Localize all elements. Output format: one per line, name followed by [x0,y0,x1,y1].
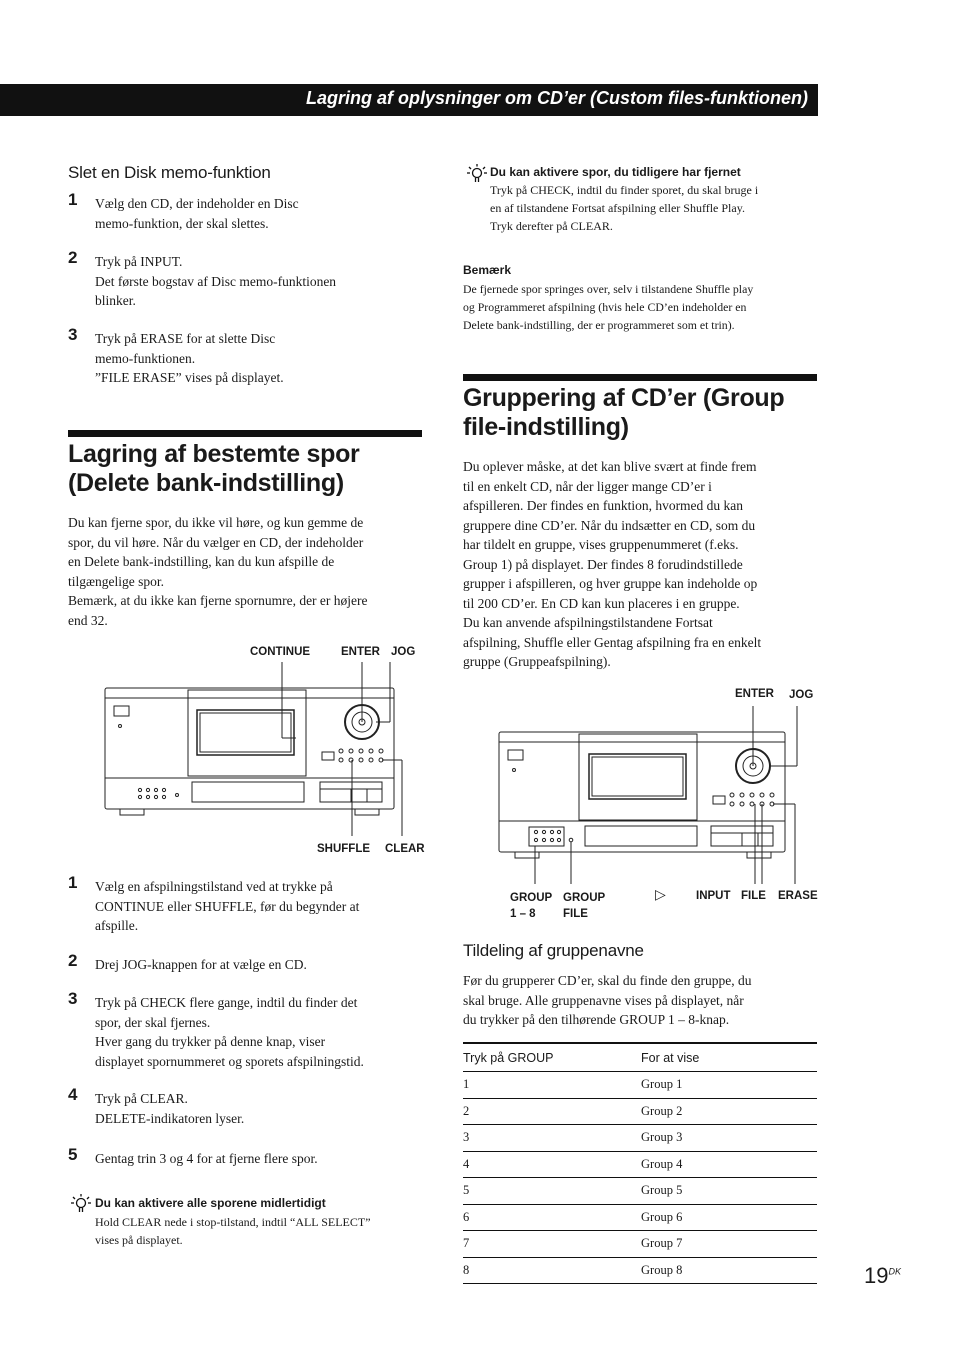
label-group-1-8: GROUP 1 – 8 [510,892,553,920]
step-number: 4 [68,1085,78,1104]
label-jog: JOG [391,646,416,658]
step-text: Gentag trin 3 og 4 for at fjerne flere spor. [95,1151,318,1166]
note-title: Bemærk [463,263,512,277]
label-file: FILE [741,890,766,902]
table-cell: 1 [463,1072,641,1099]
section-rule-right [463,374,817,381]
step-number: 2 [68,951,78,970]
play-icon: ▷ [655,886,666,902]
label-input: INPUT [696,890,731,902]
page-number-suffix: DK [888,1266,901,1277]
label-jog: JOG [789,689,814,701]
delete-bank-intro: Du kan fjerne spor, du ikke vil høre, og kun gemme de spor, du vil høre. Når du vælger en CD, der indeholder en Delete bank-indstilling, kan du kun afspille de tilgængelige spor. Bemærk, at du ikke kan fjerne spornumre, der er højere end 32. [68,515,368,628]
label-enter: ENTER [735,688,774,700]
step-number: 5 [68,1145,78,1164]
subheading-group-names: Tildeling af gruppenavne [463,941,644,960]
label-shuffle: SHUFFLE [317,843,371,855]
note-text: De fjernede spor springes over, selv i tilstandene Shuffle play og Programmeret afspilning (hvis hele CD’en indeholder en Delete bank-indstilling, der er programmeret som et trin). [463,282,754,332]
group-names-text: Før du grupperer CD’er, skal du finde den gruppe, du skal bruge. Alle gruppenavne vises på displayet, når du trykker på den tilhørende GROUP 1 – 8-knap. [463,973,752,1027]
group-file-intro: Du oplever måske, at det kan blive svært at finde frem til en enkelt CD, når der ligger mange CD’er i afspilleren. Der findes en funktion, hvormed du kan gruppere dine CD’er. Når du indsætter en CD, som du har tildelt en gruppe, vises gruppenummeret (f.eks. Group 1) på displayet. Der findes 8 forudindstillede grupper i afspilleren, og hver gruppe kan indeholde op til 200 CD’er. En CD kan kun placeres i en gruppe. Du kan anvende afspilningstilstandene Fortsat afspilning, Shuffle eller Gentag afspilning fra en enkelt gruppe (Gruppeafspilning). [463,459,762,669]
step-text: Vælg en afspilningstilstand ved at trykke på CONTINUE eller SHUFFLE, før du begynder at afspille. [95,879,360,933]
step-number: 3 [68,989,78,1008]
table-cell: Group 6 [641,1204,817,1231]
step-text: Tryk på CHECK flere gange, indtil du finder det spor, der skal fjernes. Hver gang du trykker på denne knap, viser displayet spornummeret og sporets afspilningstid. [95,995,364,1069]
table-cell: 4 [463,1151,641,1178]
label-group-file: GROUP FILE [563,892,606,920]
cd-player-diagram-left [100,640,440,870]
label-clear: CLEAR [385,843,425,855]
cd-player-illustration [100,640,440,870]
step-text: Drej JOG-knappen for at vælge en CD. [95,957,307,972]
table-cell: 5 [463,1178,641,1205]
table-header: For at vise [641,1043,817,1072]
table-cell: Group 7 [641,1231,817,1258]
table-row [463,1072,817,1099]
step-text: Tryk på ERASE for at slette Disc memo-funktionen. ”FILE ERASE” vises på displayet. [95,331,284,385]
table-row [463,1231,817,1258]
table-header: Tryk på GROUP [463,1043,641,1072]
lightbulb-icon [70,1193,92,1215]
page-number-value: 19 [864,1263,889,1288]
table-cell: Group 3 [641,1125,817,1152]
table-cell: 2 [463,1098,641,1125]
table-cell: 7 [463,1231,641,1258]
step-number: 3 [68,325,78,344]
table-cell: Group 5 [641,1178,817,1205]
table-row [463,1098,817,1125]
step-number: 1 [68,190,78,209]
label-continue: CONTINUE [250,646,311,658]
step-number: 1 [68,873,78,892]
tip-title-left: Du kan aktivere alle sporene midlertidigt [95,1196,326,1210]
table-row [463,1125,817,1152]
label-enter: ENTER [341,646,380,658]
table-cell: 3 [463,1125,641,1152]
cd-player-diagram-right [495,680,825,925]
tip-title-right: Du kan aktivere spor, du tidligere har fjernet [490,165,741,179]
table-header-row [463,1043,817,1072]
table-cell: Group 4 [641,1151,817,1178]
table-row [463,1204,817,1231]
header-title: Lagring af oplysninger om CD’er (Custom files-funktionen) [305,88,808,108]
table-row [463,1257,817,1284]
table-cell: Group 1 [641,1072,817,1099]
table-cell: 8 [463,1257,641,1284]
tip-text-left: Hold CLEAR nede i stop-tilstand, indtil “ALL SELECT” vises på displayet. [95,1215,371,1247]
table-cell: Group 2 [641,1098,817,1125]
group-table [463,1042,817,1284]
lightbulb-icon [466,163,488,185]
label-erase: ERASE [778,890,818,902]
section-rule-left [68,430,422,437]
table-row [463,1178,817,1205]
slet-heading: Slet en Disk memo-funktion [68,163,271,182]
section-title-delete-bank: Lagring af bestemte spor (Delete bank-indstilling) [68,440,360,497]
step-number: 2 [68,248,78,267]
step-text: Tryk på CLEAR. DELETE-indikatoren lyser. [95,1091,245,1126]
section-title-group-file: Gruppering af CD’er (Group file-indstilling) [463,384,785,441]
table-cell: Group 8 [641,1257,817,1284]
tip-text-right: Tryk på CHECK, indtil du finder sporet, du skal bruge i en af tilstandene Fortsat afspilning eller Shuffle Play. Tryk derefter på CLEAR. [490,183,759,233]
table-row [463,1151,817,1178]
step-text: Vælg den CD, der indeholder en Disc memo-funktion, der skal slettes. [95,196,299,231]
page-number [864,1263,901,1289]
cd-player-illustration [495,680,825,925]
header-bar [0,84,818,116]
table-cell: 6 [463,1204,641,1231]
step-text: Tryk på INPUT. Det første bogstav af Disc memo-funktionen blinker. [95,254,337,308]
